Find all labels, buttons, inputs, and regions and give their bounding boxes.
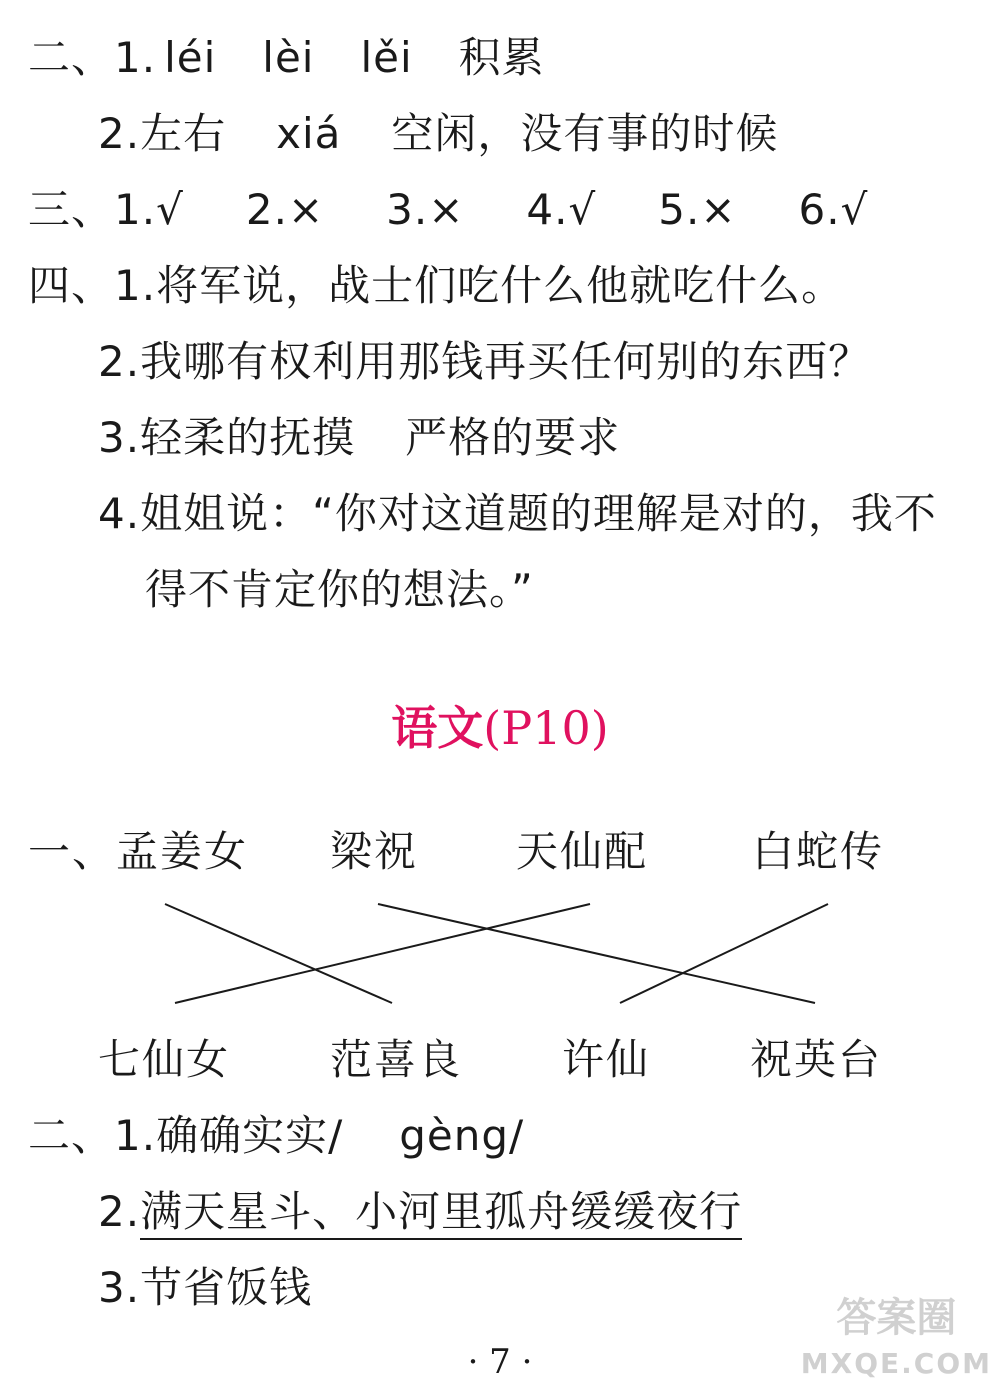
matching-bottom-4: 祝英台	[750, 1035, 883, 1084]
answer-2b-1	[28, 1110, 524, 1162]
watermark-logo: 答案圈 MXQE.COM	[800, 1295, 992, 1380]
heading-page: (P10)	[483, 701, 609, 755]
section-label: 二、	[28, 33, 115, 82]
match-line	[175, 904, 590, 1003]
answer-text: 严格的要求	[405, 413, 621, 462]
page-number: · 7 ·	[467, 1342, 533, 1382]
answer-word: 左右	[140, 109, 227, 158]
matching-top-4: 白蛇传	[752, 827, 885, 876]
item-number: 2.	[98, 337, 141, 386]
section-label: 三、	[28, 185, 115, 234]
underlined-answer: 满天星斗、小河里孤舟缓缓夜行	[140, 1187, 742, 1240]
matching-bottom-3: 许仙	[562, 1035, 651, 1084]
item-number: 5.	[658, 185, 701, 234]
answer-2b-2	[98, 1186, 742, 1238]
answer-text: 确确实实/	[156, 1111, 344, 1160]
heading-main: 语文	[391, 701, 484, 755]
matching-top-1: 一、孟姜女	[28, 827, 249, 876]
item-number: 4.	[98, 489, 141, 538]
item-number: 3.	[386, 185, 429, 234]
matching-bottom-2: 范喜良	[330, 1035, 463, 1084]
answer-word: 积累	[458, 33, 545, 82]
item-number: 1.	[114, 261, 157, 310]
matching-top-3: 天仙配	[516, 827, 649, 876]
answer-text: 空闲，没有事的时候	[391, 109, 779, 158]
item-number: 3.	[98, 413, 141, 462]
section-label: 二、	[28, 1111, 115, 1160]
match-line	[165, 904, 392, 1003]
item-number: 6.	[798, 185, 841, 234]
item-number: 1.	[114, 185, 157, 234]
item-number: 2.	[245, 185, 288, 234]
item-number: 1.	[114, 1111, 157, 1160]
cross-mark: ×	[700, 185, 737, 234]
answer-text: 得不肯定你的想法。”	[145, 565, 534, 614]
item-number: 1.	[114, 33, 157, 82]
cross-mark: ×	[428, 185, 465, 234]
pinyin: lèi	[262, 33, 315, 82]
pinyin: lěi	[360, 33, 413, 82]
cross-mark: ×	[287, 185, 325, 234]
answer-text: 将军说，战士们吃什么他就吃什么。	[156, 261, 845, 310]
section-label: 一、	[28, 827, 117, 876]
pinyin: xiá	[276, 109, 342, 158]
answer-text: 我哪有权利用那钱再买任何别的东西？	[140, 337, 872, 386]
match-line	[620, 904, 828, 1003]
check-mark: √	[840, 185, 869, 234]
section-label: 四、	[28, 261, 115, 310]
item-number: 4.	[526, 185, 569, 234]
match-line	[378, 904, 815, 1003]
answer-text: 节省饭钱	[140, 1263, 313, 1312]
item-number: 2.	[98, 109, 141, 158]
item-number: 2.	[98, 1187, 141, 1236]
pinyin: gèng/	[399, 1111, 525, 1160]
answer-text: 姐姐说：“你对这道题的理解是对的，我不	[140, 489, 937, 538]
answer-text: 轻柔的抚摸	[140, 413, 356, 462]
matching-bottom-1: 七仙女	[98, 1035, 231, 1084]
check-mark: √	[568, 185, 597, 234]
matching-top-2: 梁祝	[330, 827, 419, 876]
item-number: 3.	[98, 1263, 141, 1312]
pinyin: léi	[164, 33, 217, 82]
answer-2b-3	[98, 1262, 312, 1314]
check-mark: √	[156, 185, 184, 234]
